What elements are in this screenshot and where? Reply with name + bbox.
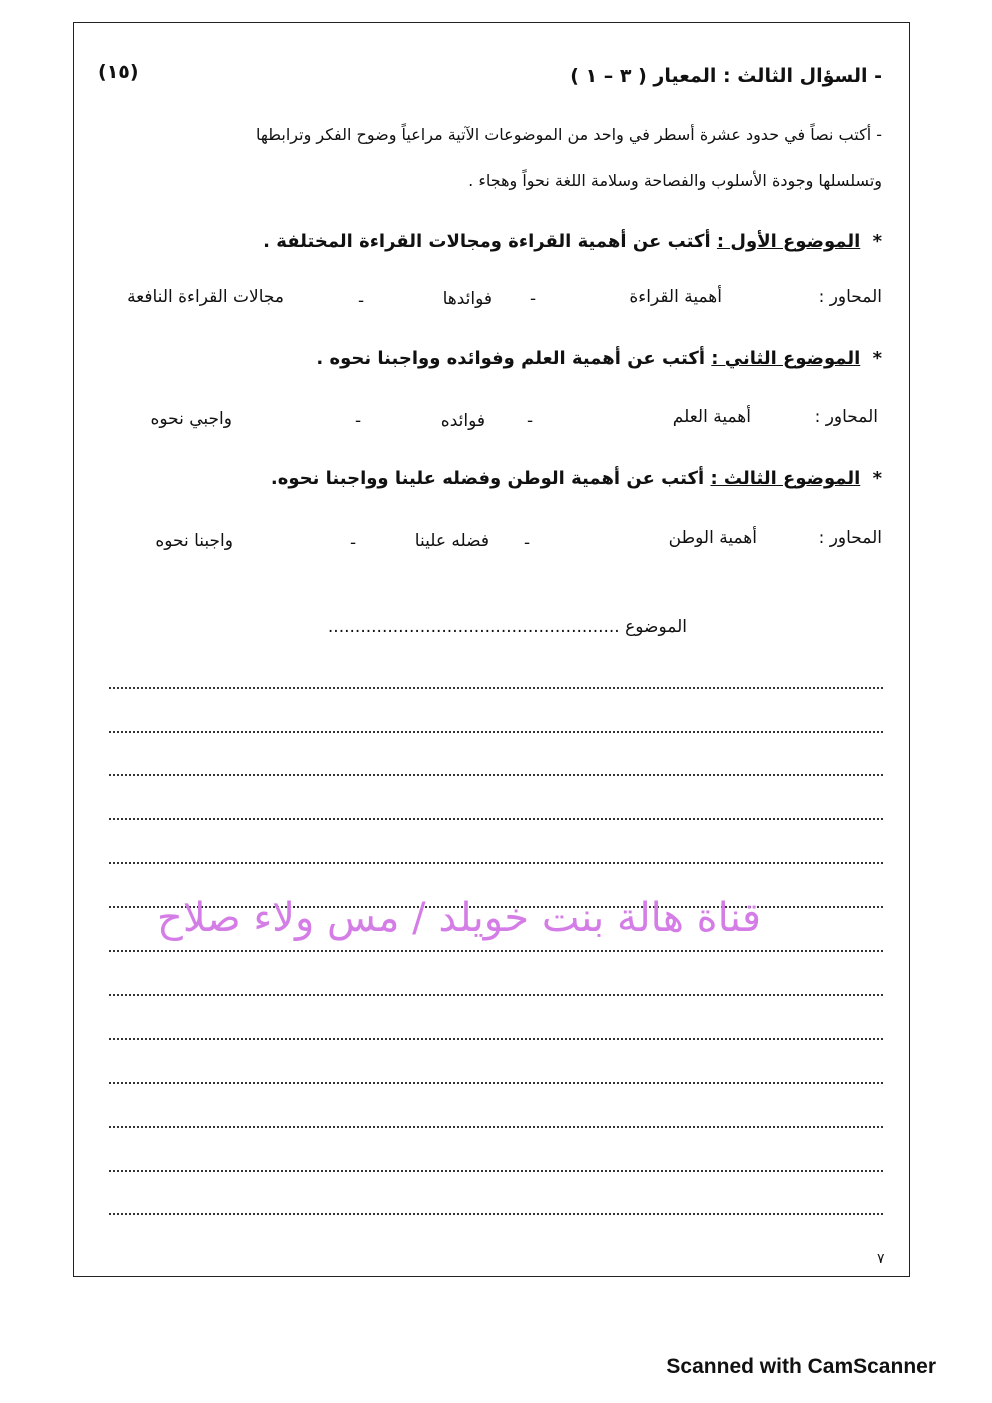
writing-line [109,992,883,996]
topic-3-axis-3: واجبنا نحوه [155,531,233,551]
topic-1-axis-3: مجالات القراءة النافعة [127,287,284,307]
topic-1-axis-2: فوائدها [442,289,492,309]
axis-dash: - [350,533,357,553]
topic-1-axes-label: المحاور : [818,287,882,307]
question-title: - السؤال الثالث : المعيار ( ٣ – ١ ) [570,65,882,87]
writing-line [109,772,883,776]
instruction-line-2: وتسلسلها وجودة الأسلوب والفصاحة وسلامة اللغة نحواً وهجاء . [468,171,882,190]
instruction-line-1: - أكتب نصاً في حدود عشرة أسطر في واحد من الموضوعات الآتية مراعياً وضوح الفكر وترابطها [256,125,882,144]
axis-dash: - [524,533,531,553]
topic-1-text: أكتب عن أهمية القراءة ومجالات القراءة المختلفة . [263,231,711,252]
topic-2-axis-2: فوائده [440,411,485,431]
writing-line [109,1124,883,1128]
topic-3-axes-label: المحاور : [818,528,882,548]
topic-1 [263,231,882,252]
topic-3-text: أكتب عن أهمية الوطن وفضله علينا وواجبنا نحوه. [270,468,705,489]
camscanner-footer: Scanned with CamScanner [666,1355,936,1378]
axis-dash: - [355,411,362,431]
subject-line: الموضوع ...................................................... [327,617,687,637]
writing-line [109,685,883,689]
marks-badge: (١٥) [98,61,139,83]
topic-1-axis-1: أهمية القراءة [629,287,722,307]
axis-dash: - [527,411,534,431]
topic-3-axis-1: أهمية الوطن [668,528,757,548]
writing-line [109,1211,883,1215]
topic-1-star: * [872,231,882,252]
writing-line [109,816,883,820]
axis-dash: - [358,291,365,311]
topic-2-axis-1: أهمية العلم [672,407,751,427]
writing-line [109,948,883,952]
channel-watermark: قناة هالة بنت خويلد / مس ولاء صلاح [157,895,761,941]
exam-sheet [73,22,910,1277]
topic-3 [271,468,882,489]
topic-1-label: الموضوع الأول : [716,231,861,252]
topic-2-star: * [872,348,882,369]
topic-2 [316,348,882,369]
writing-line [109,729,883,733]
page-number: ٧ [877,1251,885,1267]
writing-line [109,1036,883,1040]
topic-3-label: الموضوع الثالث : [710,468,861,489]
topic-3-axis-2: فضله علينا [414,531,489,551]
topic-2-axes-label: المحاور : [814,407,878,427]
writing-line [109,1080,883,1084]
writing-line [109,1168,883,1172]
topic-3-star: * [872,468,882,489]
topic-2-label: الموضوع الثاني : [711,348,861,369]
writing-line [109,860,883,864]
topic-2-text: أكتب عن أهمية العلم وفوائده وواجبنا نحوه . [316,348,706,369]
topic-2-axis-3: واجبي نحوه [150,409,232,429]
axis-dash: - [530,289,537,309]
